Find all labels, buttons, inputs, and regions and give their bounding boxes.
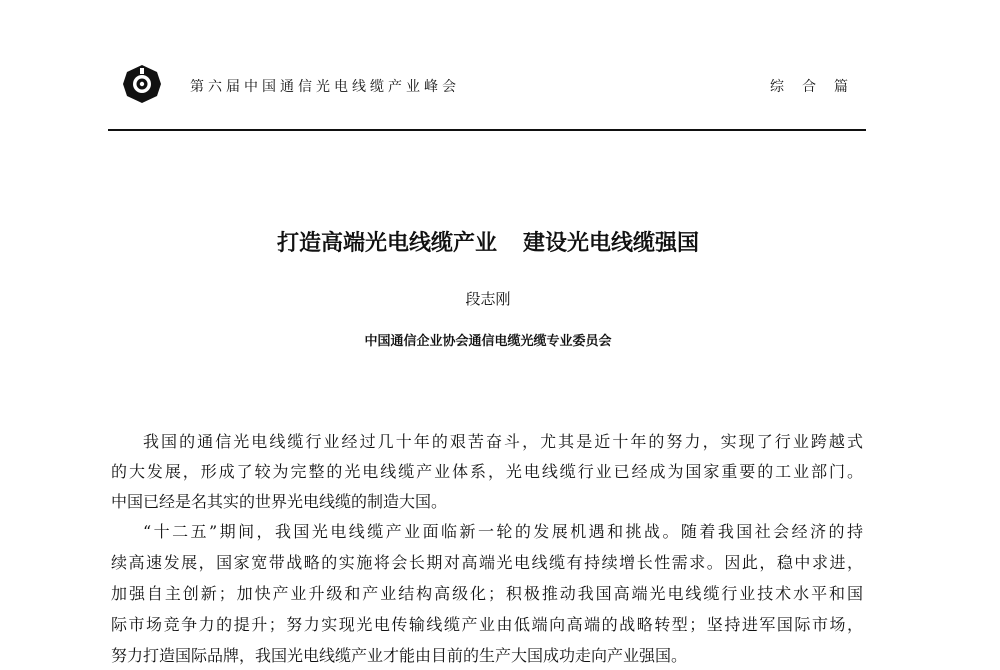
article-title — [0, 226, 976, 257]
body-text-line: 中国已经是名其实的世界光电线缆的制造大国。 — [111, 492, 448, 511]
body-text-line: 际市场竞争力的提升；努力实现光电传输线缆产业由低端向高端的战略转型；坚持进军国际市场， — [111, 615, 863, 634]
header-divider — [108, 129, 866, 131]
body-text-line: 加强自主创新；加快产业升级和产业结构高级化；积极推动我国高端光电线缆行业技术水平和国 — [111, 584, 863, 603]
body-text-line: 的大发展，形成了较为完整的光电线缆产业体系，光电线缆行业已经成为国家重要的工业部门。 — [111, 462, 863, 481]
body-text-line: 努力打造国际品牌，我国光电线缆产业才能由目前的生产大国成功走向产业强国。 — [111, 646, 688, 665]
section-label: 综合篇 — [770, 79, 866, 95]
article-title-part2: 建设光电线缆强国 — [523, 231, 700, 256]
author-affiliation: 中国通信企业协会通信电缆光缆专业委员会 — [364, 334, 612, 349]
conference-title: 第六届中国通信光电线缆产业峰会 — [190, 79, 460, 95]
body-text-line: 续高速发展，国家宽带战略的实施将会长期对高端光电线缆有持续增长性需求。因此，稳中求进， — [111, 553, 863, 572]
article-title-part1: 打造高端光电线缆产业 — [276, 231, 497, 256]
body-text-line: 我国的通信光电线缆行业经过几十年的艰苦奋斗，尤其是近十年的努力，实现了行业跨越式 — [143, 432, 863, 451]
author-name: 段志刚 — [465, 290, 511, 308]
body-text-line: “十二五”期间，我国光电线缆产业面临新一轮的发展机遇和挑战。随着我国社会经济的持 — [143, 522, 863, 541]
conference-emblem-icon — [122, 64, 162, 104]
